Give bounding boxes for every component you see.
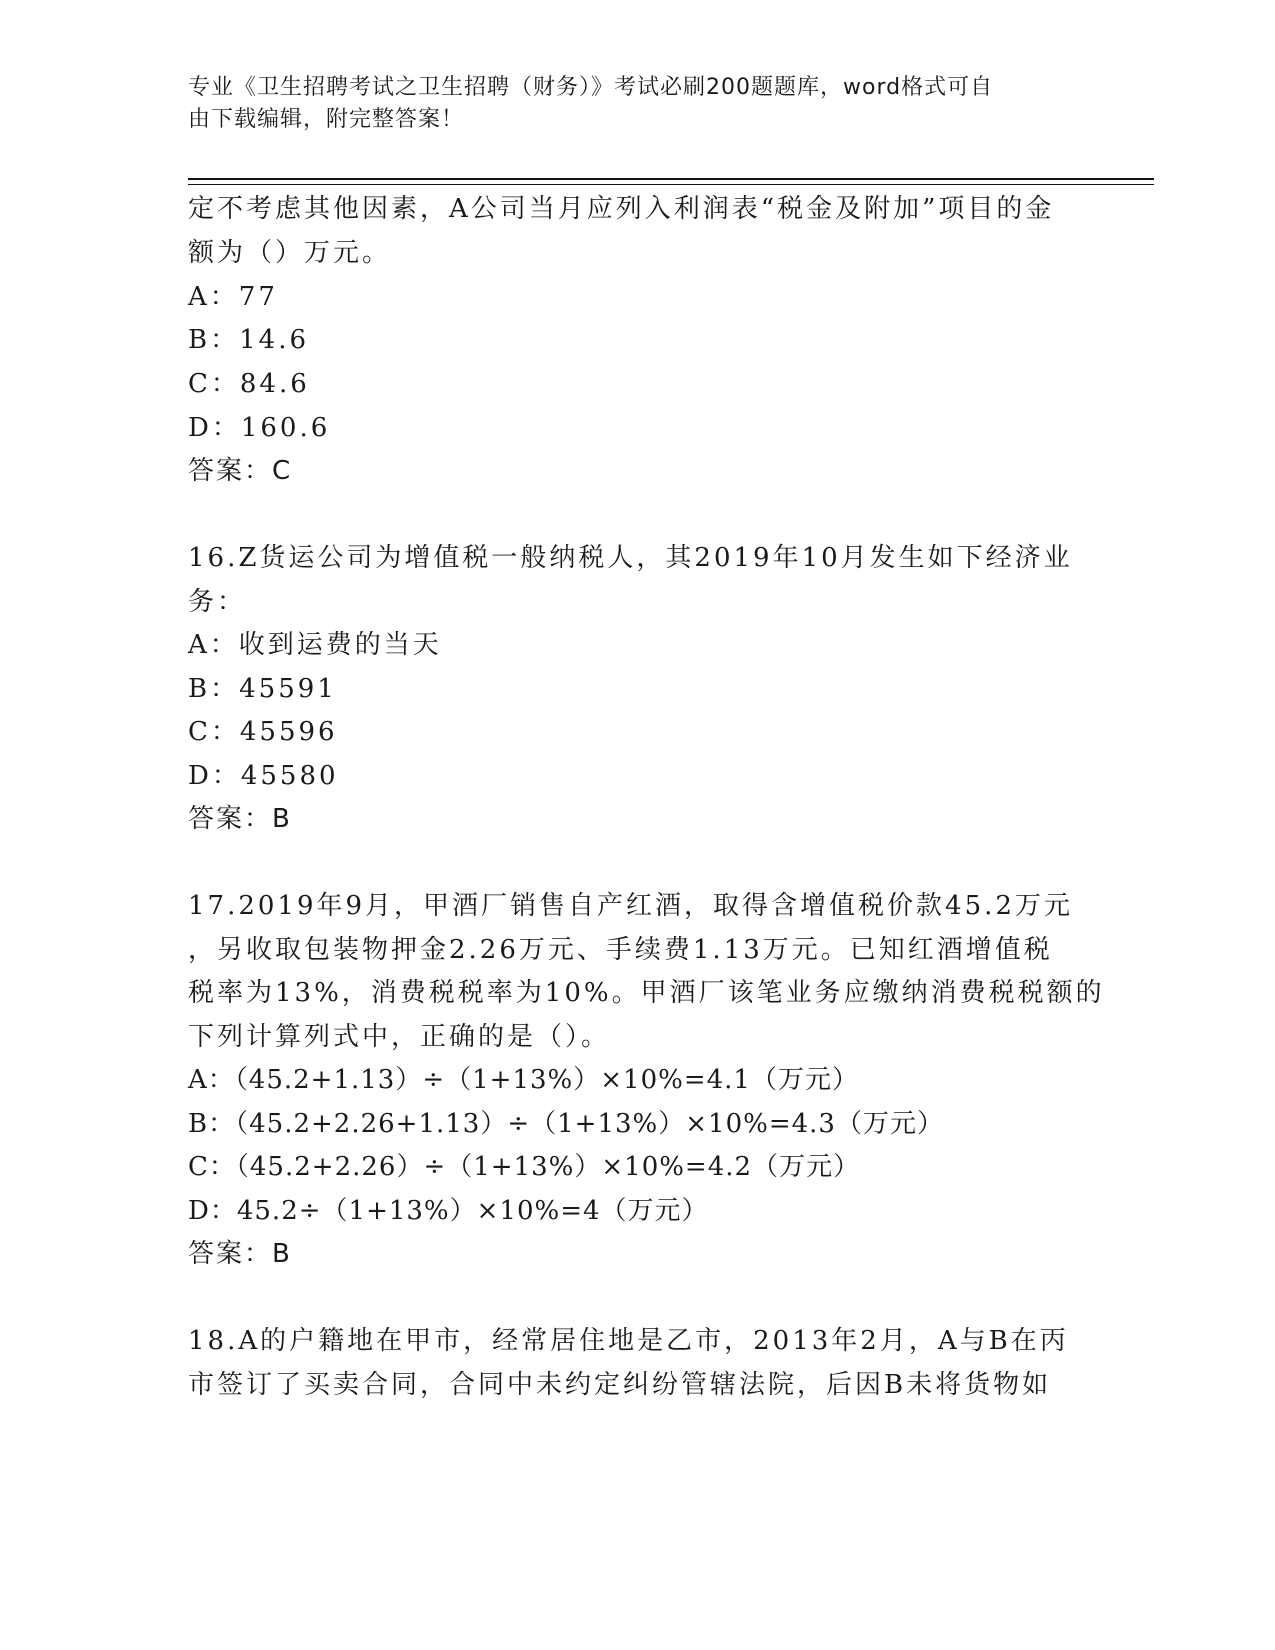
question-stem-line: ，另收取包装物押金2.26万元、手续费1.13万元。已知红酒增值税 [188, 935, 1053, 965]
option-b: B：（45.2+2.26+1.13）÷（1+13%）×10%=4.3（万元） [188, 1109, 944, 1139]
question-stem-line: 17.2019年9月，甲酒厂销售自产红酒，取得含增值税价款45.2万元 [188, 891, 1073, 921]
option-c: C：（45.2+2.26）÷（1+13%）×10%=4.2（万元） [188, 1152, 861, 1182]
question-stem-line: 18.A的户籍地在甲市，经常居住地是乙市，2013年2月，A与B在丙 [188, 1326, 1069, 1356]
answer: 答案：B [188, 1239, 292, 1269]
option-d: D：160.6 [188, 413, 331, 443]
option-a: A：收到运费的当天 [188, 630, 442, 660]
question-stem-line: 市签订了买卖合同，合同中未约定纠纷管辖法院，后因B未将货物如 [188, 1370, 1052, 1400]
question-stem-line: 务： [188, 587, 247, 617]
header-line-2: 由下载编辑，附完整答案！ [188, 107, 465, 132]
option-b: B：14.6 [188, 325, 309, 355]
question-stem-line: 16.Z货运公司为增值税一般纳税人，其2019年10月发生如下经济业 [188, 543, 1073, 573]
question-stem-line: 税率为13%，消费税税率为10%。甲酒厂该笔业务应缴纳消费税税额的 [188, 978, 1105, 1008]
option-c: C：45596 [188, 717, 338, 747]
option-d: D：45580 [188, 761, 339, 791]
answer: 答案：C [188, 456, 293, 486]
header-divider-thin [188, 184, 1154, 185]
answer: 答案：B [188, 804, 292, 834]
header-line-1: 专业《卫生招聘考试之卫生招聘（财务）》考试必刷200题题库，word格式可自 [188, 75, 994, 100]
question-stem-line: 下列计算列式中，正确的是（）。 [188, 1022, 611, 1052]
option-c: C：84.6 [188, 369, 310, 399]
option-b: B：45591 [188, 674, 337, 704]
question-stem-line: 额为（）万元。 [188, 238, 392, 268]
document-header [188, 72, 1068, 136]
header-divider-thick [188, 178, 1154, 180]
option-d: D：45.2÷（1+13%）×10%=4（万元） [188, 1196, 709, 1226]
option-a: A：77 [188, 282, 278, 312]
question-stem-line: 定不考虑其他因素，A公司当月应列入利润表“税金及附加”项目的金 [188, 194, 1055, 224]
option-a: A：（45.2+1.13）÷（1+13%）×10%=4.1（万元） [188, 1065, 859, 1095]
